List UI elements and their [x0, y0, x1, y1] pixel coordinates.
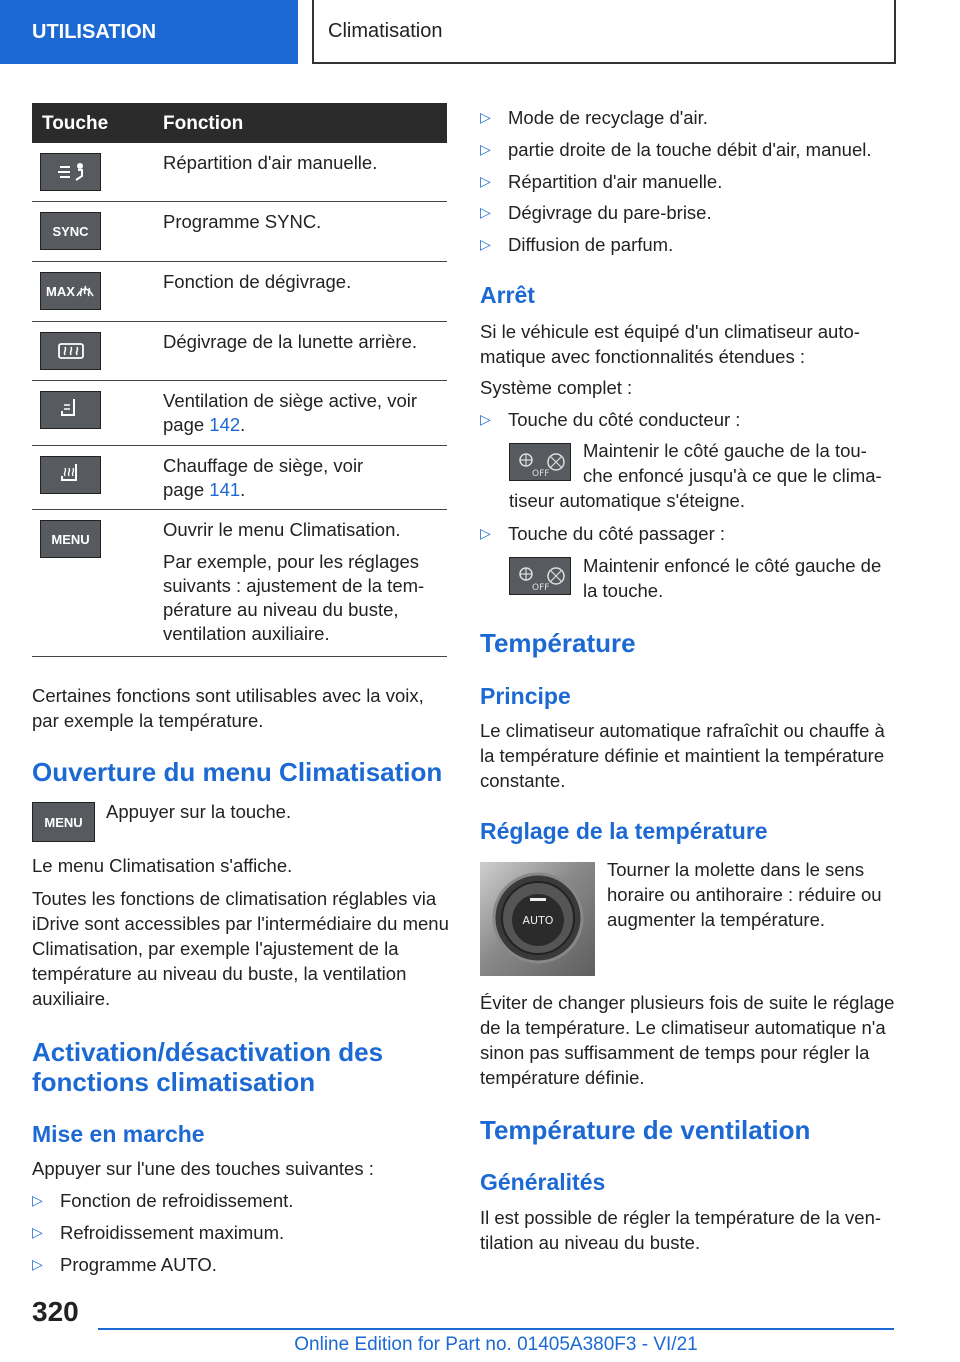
table-row	[32, 510, 447, 657]
turn-knob-text: augmenter la température.	[607, 909, 826, 930]
chapter-title: Climatisation	[328, 19, 443, 42]
heading-general: Généralités	[480, 1169, 606, 1195]
press-key-text: Appuyer sur la touche.	[106, 801, 292, 822]
table-header	[32, 103, 447, 143]
heading-temperature: Température	[480, 628, 636, 658]
row-text: Ouvrir le menu Climatisation.	[163, 519, 401, 540]
row-text: page	[163, 414, 210, 435]
bullet-triangle-icon: ▷	[32, 1192, 43, 1208]
row-text: Par exemple, pour les réglages suivants : ajustement de la température au niveau du buste, ventilation auxiliaire.	[163, 551, 425, 644]
section-tab	[0, 0, 298, 64]
chapter-header	[312, 0, 896, 64]
intro-text: Certaines fonctions sont utilisables avec la voix, par exemple la température.	[32, 685, 424, 731]
avoid-text: Éviter de changer plusieurs fois de suite le réglage de la température. Le climatiseur automatique n'a sinon pas suffisamment de temps pour régler la température définie.	[480, 992, 895, 1088]
bullet-triangle-icon: ▷	[480, 109, 491, 125]
table-row	[32, 262, 447, 322]
row-text: .	[240, 414, 246, 435]
seat-ventilation-icon	[40, 391, 101, 429]
max-label: MAX	[46, 283, 75, 299]
table-row	[32, 202, 447, 262]
menu-icon: MENU	[40, 520, 101, 558]
rear-window-defrost-icon	[40, 332, 101, 370]
row-text: Dégivrage de la lunette arrière.	[163, 331, 418, 352]
heading-activation-line2: fonctions climatisation	[32, 1067, 316, 1097]
row-text: Ventilation de siège active, voir	[163, 390, 418, 411]
press-one-text: Appuyer sur l'une des touches suivantes :	[32, 1158, 374, 1179]
row-text: Répartition d'air manuelle.	[163, 152, 378, 173]
driver-hold-text: che enfoncé jusqu'à ce que le clima-	[583, 465, 882, 486]
row-text: .	[240, 479, 246, 500]
bullet-triangle-icon: ▷	[480, 525, 491, 541]
passenger-hold-text: la touche.	[583, 580, 664, 601]
footer-divider	[98, 1328, 894, 1330]
table-row	[32, 143, 447, 202]
turn-knob-text: horaire ou antihoraire : réduire ou	[607, 884, 882, 905]
off-fan-key-icon	[509, 557, 571, 595]
table-row	[32, 381, 447, 446]
temperature-knob-photo	[480, 862, 595, 976]
table-row	[32, 446, 447, 510]
off-label: OFF	[532, 469, 550, 479]
bullet-triangle-icon: ▷	[480, 173, 491, 189]
menu-icon: MENU	[32, 802, 95, 842]
menu-shows-text: Le menu Climatisation s'affiche.	[32, 855, 293, 876]
off-label: OFF	[532, 583, 550, 593]
max-defrost-icon	[40, 272, 101, 310]
full-system-text: Système complet :	[480, 377, 633, 398]
bullet-triangle-icon: ▷	[480, 236, 491, 252]
turn-knob-text: Tourner la molette dans le sens	[607, 859, 865, 880]
manual-air-distribution-icon	[40, 153, 101, 191]
row-text: Programme SYNC.	[163, 211, 322, 232]
knob-auto-label: AUTO	[522, 914, 554, 927]
driver-hold-text: tiseur automatique s'éteigne.	[509, 490, 745, 511]
heading-principle: Principe	[480, 683, 571, 709]
bullet-triangle-icon: ▷	[32, 1224, 43, 1240]
passenger-hold-text: Maintenir enfoncé le côté gauche de	[583, 555, 882, 576]
heading-temperature-setting: Réglage de la température	[480, 818, 768, 844]
row-text: page	[163, 479, 210, 500]
driver-hold-text: Maintenir le côté gauche de la tou-	[583, 440, 867, 461]
off-intro-text: Si le véhicule est équipé d'un climatiseur automatique avec fonctionnalités étendues :	[480, 321, 860, 367]
page-number: 320	[32, 1296, 79, 1327]
table-row	[32, 322, 447, 381]
heading-open-menu: Ouverture du menu Climatisation	[32, 757, 443, 787]
row-text: Fonction de dégivrage.	[163, 271, 352, 292]
row-text: Chauffage de siège, voir	[163, 455, 364, 476]
bullet-triangle-icon: ▷	[480, 204, 491, 220]
heading-ventilation-temperature: Température de ventilation	[480, 1115, 811, 1145]
bullet-triangle-icon: ▷	[480, 411, 491, 427]
seat-heating-icon	[40, 456, 101, 494]
heading-switch-on: Mise en marche	[32, 1121, 205, 1147]
heading-off: Arrêt	[480, 282, 535, 308]
page-link[interactable]: 142	[209, 414, 241, 435]
off-fan-key-icon	[509, 443, 571, 481]
column-header-function: Fonction	[163, 113, 244, 134]
all-functions-text: Toutes les fonctions de climatisation réglables via iDrive sont accessibles par l'intermédiaire du menu Climatisation, par exemple l'ajustement de la température au niveau du buste, la ventilation auxiliaire.	[32, 888, 449, 1009]
sync-icon: SYNC	[40, 212, 101, 250]
column-header-key: Touche	[42, 113, 109, 134]
footer-edition: Online Edition for Part no. 01405A380F3 - VI/21	[294, 1334, 698, 1355]
general-text: Il est possible de régler la température de la ventilation au niveau du buste.	[480, 1207, 882, 1253]
bullet-triangle-icon: ▷	[32, 1256, 43, 1272]
bullet-triangle-icon: ▷	[480, 141, 491, 157]
heading-activation-line1: Activation/désactivation des	[32, 1037, 384, 1067]
page-link[interactable]: 141	[209, 479, 241, 500]
principle-text: Le climatiseur automatique rafraîchit ou chauffe à la température définie et maintient la température constante.	[480, 720, 885, 791]
section-title: UTILISATION	[32, 20, 157, 43]
